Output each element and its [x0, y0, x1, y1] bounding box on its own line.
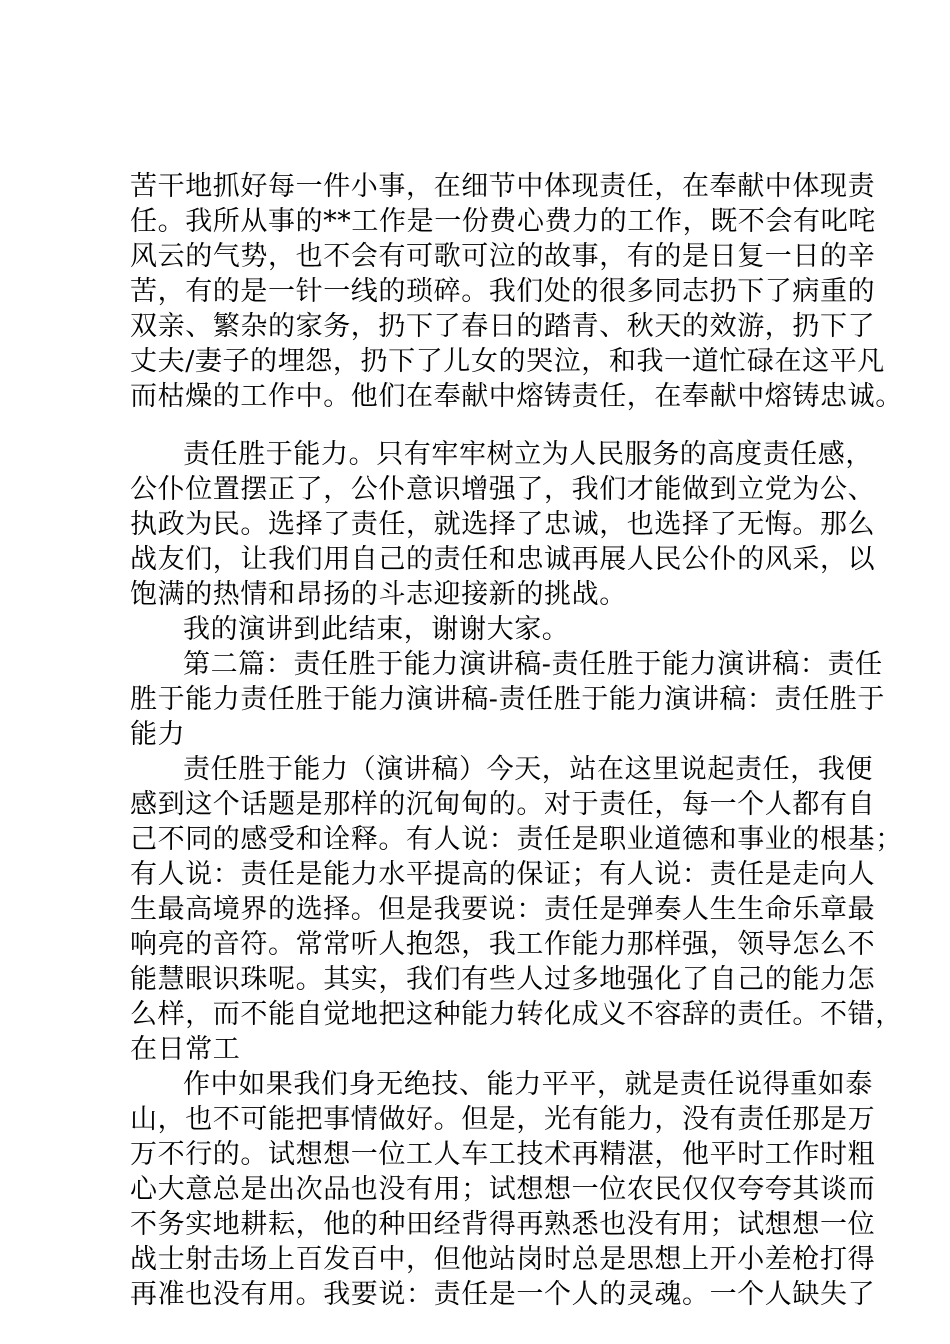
- text-line: 响亮的音符。常常听人抱怨，我工作能力那样强，领导怎么不: [130, 929, 876, 960]
- text-line: 在日常工: [130, 1034, 241, 1065]
- text-line: 万不行的。试想想一位工人车工技术再精湛，他平时工作时粗: [130, 1139, 876, 1170]
- text-line: 责任胜于能力。只有牢牢树立为人民服务的高度责任感，: [183, 439, 873, 470]
- text-line: 战士射击场上百发百中，但他站岗时总是思想上开小差枪打得: [130, 1244, 876, 1275]
- text-line: 丈夫/妻子的埋怨，扔下了儿女的哭泣，和我一道忙碌在这平凡: [130, 346, 885, 377]
- text-line: 能慧眼识珠呢。其实，我们有些人过多地强化了自己的能力怎: [130, 964, 876, 995]
- text-line: 再准也没有用。我要说：责任是一个人的灵魂。一个人缺失了: [130, 1279, 876, 1310]
- section-heading-line: 第二篇：责任胜于能力演讲稿-责任胜于能力演讲稿：责任: [183, 649, 883, 680]
- text-line: 生最高境界的选择。但是我要说：责任是弹奏人生生命乐章最: [130, 894, 876, 925]
- text-line: 苦，有的是一针一线的琐碎。我们处的很多同志扔下了病重的: [130, 276, 876, 307]
- text-line: 双亲、繁杂的家务，扔下了春日的踏青、秋天的效游，扔下了: [130, 311, 876, 342]
- text-line: 有人说：责任是能力水平提高的保证；有人说：责任是走向人: [130, 859, 876, 890]
- text-line: 苦干地抓好每一件小事，在细节中体现责任，在奉献中体现责: [130, 171, 876, 202]
- text-line: 不务实地耕耘，他的种田经背得再熟悉也没有用；试想想一位: [130, 1209, 876, 1240]
- text-line: 任。我所从事的**工作是一份费心费力的工作，既不会有叱咤: [130, 206, 876, 237]
- text-line: 战友们，让我们用自己的责任和忠诚再展人民公仆的风采，以: [130, 544, 876, 575]
- text-line: 风云的气势，也不会有可歌可泣的故事，有的是日复一日的辛: [130, 241, 876, 272]
- text-line: 责任胜于能力（演讲稿）今天，站在这里说起责任，我便: [183, 754, 873, 785]
- text-line: 公仆位置摆正了，公仆意识增强了，我们才能做到立党为公、: [130, 474, 876, 505]
- text-line: 山，也不可能把事情做好。但是，光有能力，没有责任那是万: [130, 1104, 876, 1135]
- text-line: 我的演讲到此结束，谢谢大家。: [183, 614, 570, 645]
- text-line: 感到这个话题是那样的沉甸甸的。对于责任，每一个人都有自: [130, 789, 876, 820]
- text-line: 己不同的感受和诠释。有人说：责任是职业道德和事业的根基；: [130, 824, 903, 855]
- text-line: 作中如果我们身无绝技、能力平平，就是责任说得重如泰: [183, 1069, 873, 1100]
- text-line: 么样，而不能自觉地把这种能力转化成义不容辞的责任。不错，: [130, 999, 903, 1030]
- text-line: 执政为民。选择了责任，就选择了忠诚，也选择了无悔。那么: [130, 509, 876, 540]
- text-line: 饱满的热情和昂扬的斗志迎接新的挑战。: [130, 579, 627, 610]
- text-line: 而枯燥的工作中。他们在奉献中熔铸责任，在奉献中熔铸忠诚。: [130, 381, 903, 412]
- section-heading-line: 胜于能力责任胜于能力演讲稿-责任胜于能力演讲稿：责任胜于: [130, 684, 885, 715]
- section-heading-line: 能力: [130, 719, 186, 750]
- text-line: 心大意总是出次品也没有用；试想想一位农民仅仅夸夸其谈而: [130, 1174, 876, 1205]
